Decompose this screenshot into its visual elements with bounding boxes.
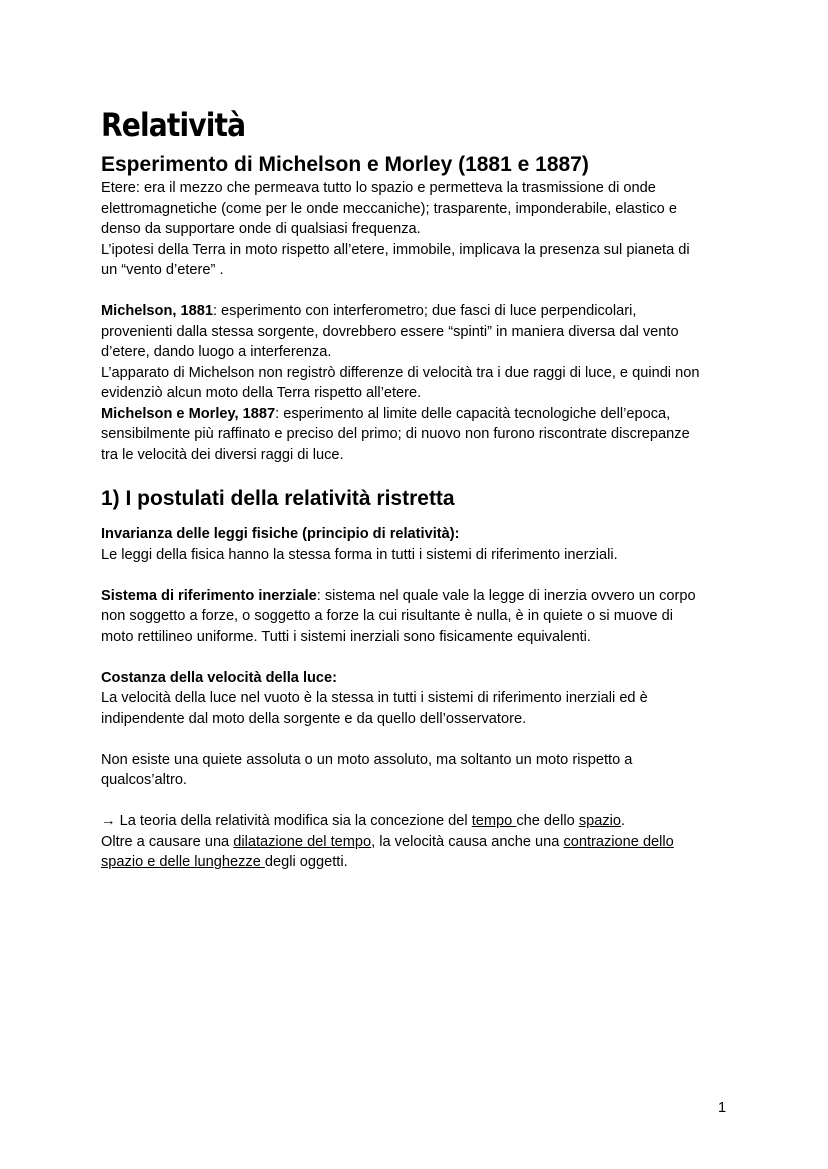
bold-term: Costanza della velocità della luce: [101,669,338,686]
text-span: : sistema nel quale vale la legge di inerzia ovvero un corpo [316,587,696,604]
text-line [101,668,741,689]
text-line: sensibilmente più raffinato e preciso del primo; di nuovo non furono riscontrate discrepanze [101,426,690,442]
text-span: che dello [516,813,579,829]
text-line: d’etere, dando luogo a interferenza. [101,344,332,360]
paragraph-invarianza [101,524,741,565]
bold-term: Sistema di riferimento inerziale [101,587,317,604]
underlined-term-tempo: tempo [471,813,517,829]
paragraph-michelson-morley-1887 [101,404,741,466]
paragraph-sistema-inerziale [101,586,741,648]
paragraph-apparato [101,363,741,404]
section-heading-michelson: Esperimento di Michelson e Morley (1881 e 1887) [101,153,589,176]
text-line: un “vento d’etere” . [101,262,224,278]
page-number: 1 [718,1100,727,1116]
text-line: Etere: era il mezzo che permeava tutto lo spazio e permetteva la trasmissione di onde [101,180,656,196]
paragraph-ipotesi [101,240,741,281]
text-line: provenienti dalla stessa sorgente, dovrebbero essere “spinti” in maniera diversa dal vento [101,323,679,340]
text-line: tra le velocità dei diversi raggi di luce. [101,446,344,463]
bold-term: Michelson e Morley, 1887 [101,405,276,422]
bold-term: Invarianza delle leggi fisiche (principio di relatività): [101,526,460,542]
text-line [101,586,741,607]
text-line: denso da supportare onde di qualsiasi frequenza. [101,221,421,237]
text-line: elettromagnetiche (come per le onde meccaniche); trasparente, imponderabile, elastico e [101,200,677,217]
text-span: : esperimento con interferometro; due fasci di luce perpendicolari, [212,303,637,319]
text-span: degli oggetti. [264,854,348,870]
text-line: non soggetto a forze, o soggetto a forze la cui risultante è nulla, è in quiete o si muove di [101,608,673,624]
text-span: Oltre a causare una [101,833,234,850]
text-line: L’apparato di Michelson non registrò differenze di velocità tra i due raggi di luce, e quindi non [101,364,700,381]
text-span: → La teoria della relatività modifica sia la concezione del [101,813,472,829]
paragraph-michelson-1881 [101,301,741,363]
text-line [101,524,741,545]
paragraph-etere [101,178,741,240]
text-line: L’ipotesi della Terra in moto rispetto all’etere, immobile, implicava la presenza sul pianeta di [101,241,690,258]
text-span: , la velocità causa anche una [371,833,564,850]
text-line [101,404,741,425]
text-span: : esperimento al limite delle capacità tecnologiche dell’epoca, [275,405,671,422]
text-line [101,852,741,873]
text-line: evidenziò alcun moto della Terra rispetto all’etere. [101,385,422,401]
paragraph-teoria [101,811,741,873]
text-line [101,811,741,832]
document-page [101,104,741,873]
text-line: moto rettilineo uniforme. Tutti i sistemi inerziali sono fisicamente equivalenti. [101,628,591,645]
text-line: qualcos’altro. [101,772,187,788]
text-line: indipendente dal moto della sorgente e da quello dell’osservatore. [101,710,527,727]
bold-term: Michelson, 1881 [101,303,213,319]
text-line [101,301,741,322]
underlined-term-dilatazione: dilatazione del tempo [233,833,372,850]
text-line: La velocità della luce nel vuoto è la stessa in tutti i sistemi di riferimento inerziali ed è [101,690,648,706]
section-heading-postulati: 1) I postulati della relatività ristretta [101,487,455,510]
text-line [101,832,741,853]
text-span: . [621,813,626,829]
text-line: Le leggi della fisica hanno la stessa forma in tutti i sistemi di riferimento inerziali. [101,546,618,563]
underlined-term-contrazione: contrazione dello [563,833,674,850]
text-line: Non esiste una quiete assoluta o un moto assoluto, ma soltanto un moto rispetto a [101,751,633,768]
document-title: Relatività [101,106,246,144]
underlined-term-spazio: spazio [578,813,622,829]
paragraph-costanza [101,668,741,730]
paragraph-quiete [101,750,741,791]
underlined-term-lunghezze: spazio e delle lunghezze [101,854,265,870]
